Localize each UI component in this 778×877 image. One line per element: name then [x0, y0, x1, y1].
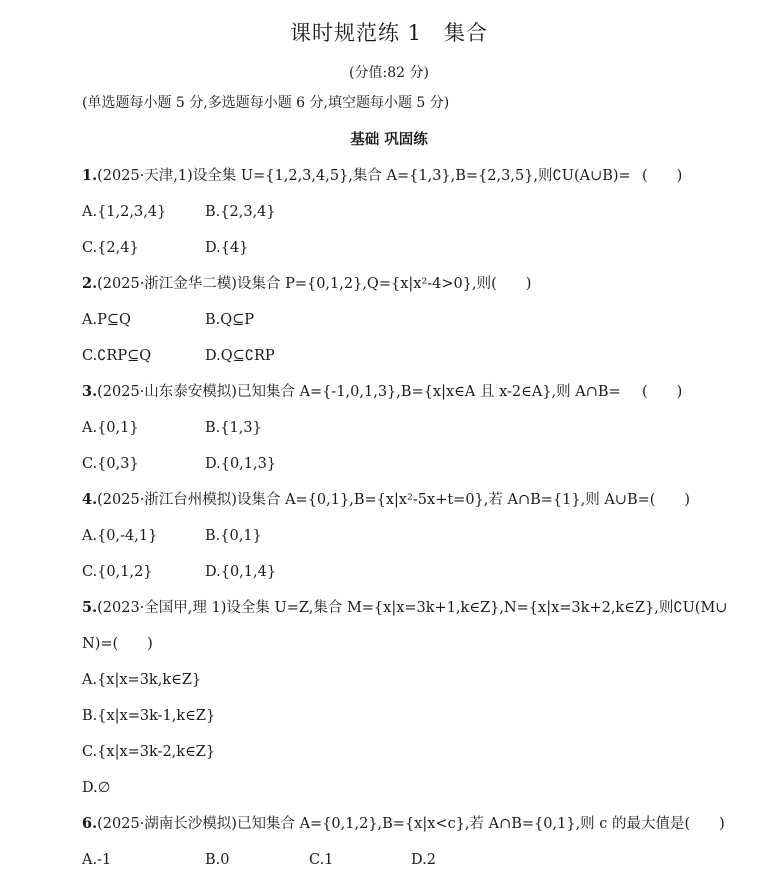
question-text: 已知集合 A={-1,0,1,3},B={x|x∈A 且 x-2∈A},则 A∩B= [236, 384, 621, 400]
question-text: 设全集 U={1,2,3,4,5},集合 A={1,3},B={2,3,5},则∁U(A∪B)= [192, 168, 631, 184]
option-c: C.{x|x=3k-2,k∈Z} [82, 744, 216, 760]
question-text: 已知集合 A={0,1,2},B={x|x<c},若 A∩B={0,1},则 c 的最大值是( ) [236, 816, 725, 832]
section-heading: 基础 巩固练 [350, 131, 428, 148]
question-number: 2. [82, 275, 98, 292]
question-text: 设全集 U=Z,集合 M={x|x=3k+1,k∈Z},N={x|x=3k+2,k∈Z},则∁U(M∪ [226, 600, 728, 616]
question-source: (2025·浙江金华二模) [97, 276, 237, 292]
option-b: B.Q⊆P [205, 312, 255, 328]
question-text: 设集合 A={0,1},B={x|x²-5x+t=0},若 A∩B={1},则 A∪B=( ) [236, 492, 691, 508]
question-source: (2025·山东泰安模拟) [97, 384, 237, 400]
question-5-stem-continued: N)=( ) [82, 636, 153, 652]
option-c: C.{0,3} [82, 456, 139, 472]
question-text: 设集合 P={0,1,2},Q={x|x²-4>0},则( ) [236, 276, 532, 292]
option-b: B.0 [205, 852, 230, 868]
option-a: A.{x|x=3k,k∈Z} [82, 672, 202, 688]
question-source: (2025·湖南长沙模拟) [97, 816, 237, 832]
answer-paren: ( ) [642, 384, 683, 400]
question-5-stem [82, 598, 727, 618]
question-number: 6. [82, 815, 98, 832]
option-b: B.{0,1} [205, 528, 262, 544]
option-c: C.∁RP⊆Q [82, 348, 152, 364]
option-a: A.-1 [82, 852, 112, 868]
question-source: (2025·浙江台州模拟) [97, 492, 237, 508]
question-source: (2025·天津,1) [97, 168, 193, 184]
option-b: B.{1,3} [205, 420, 262, 436]
question-3-stem [82, 382, 621, 402]
question-6-stem [82, 814, 725, 834]
option-d: D.2 [411, 852, 436, 868]
score-info: (分值:82 分) [349, 65, 429, 81]
question-number: 1. [82, 167, 98, 184]
answer-paren: ( ) [642, 168, 683, 184]
option-b: B.{2,3,4} [205, 204, 276, 220]
option-b: B.{x|x=3k-1,k∈Z} [82, 708, 216, 724]
question-number: 3. [82, 383, 98, 400]
option-a: A.{0,1} [82, 420, 139, 436]
question-number: 4. [82, 491, 98, 508]
option-d: D.{0,1,3} [205, 456, 277, 472]
option-a: A.P⊆Q [82, 312, 131, 328]
question-source: (2023·全国甲,理 1) [97, 600, 227, 616]
option-d: D.{4} [205, 240, 249, 256]
question-number: 5. [82, 599, 98, 616]
option-d: D.Q⊆∁RP [205, 348, 275, 364]
option-c: C.{0,1,2} [82, 564, 153, 580]
option-d: D.{0,1,4} [205, 564, 277, 580]
option-d: D.∅ [82, 780, 111, 796]
question-4-stem [82, 490, 690, 510]
question-2-stem [82, 274, 531, 294]
scoring-rules: (单选题每小题 5 分,多选题每小题 6 分,填空题每小题 5 分) [82, 95, 450, 111]
option-c: C.{2,4} [82, 240, 139, 256]
option-a: A.{1,2,3,4} [82, 204, 167, 220]
question-1-stem [82, 166, 631, 186]
option-c: C.1 [309, 852, 334, 868]
page-title: 课时规范练 1 集合 [289, 21, 489, 45]
option-a: A.{0,-4,1} [82, 528, 158, 544]
